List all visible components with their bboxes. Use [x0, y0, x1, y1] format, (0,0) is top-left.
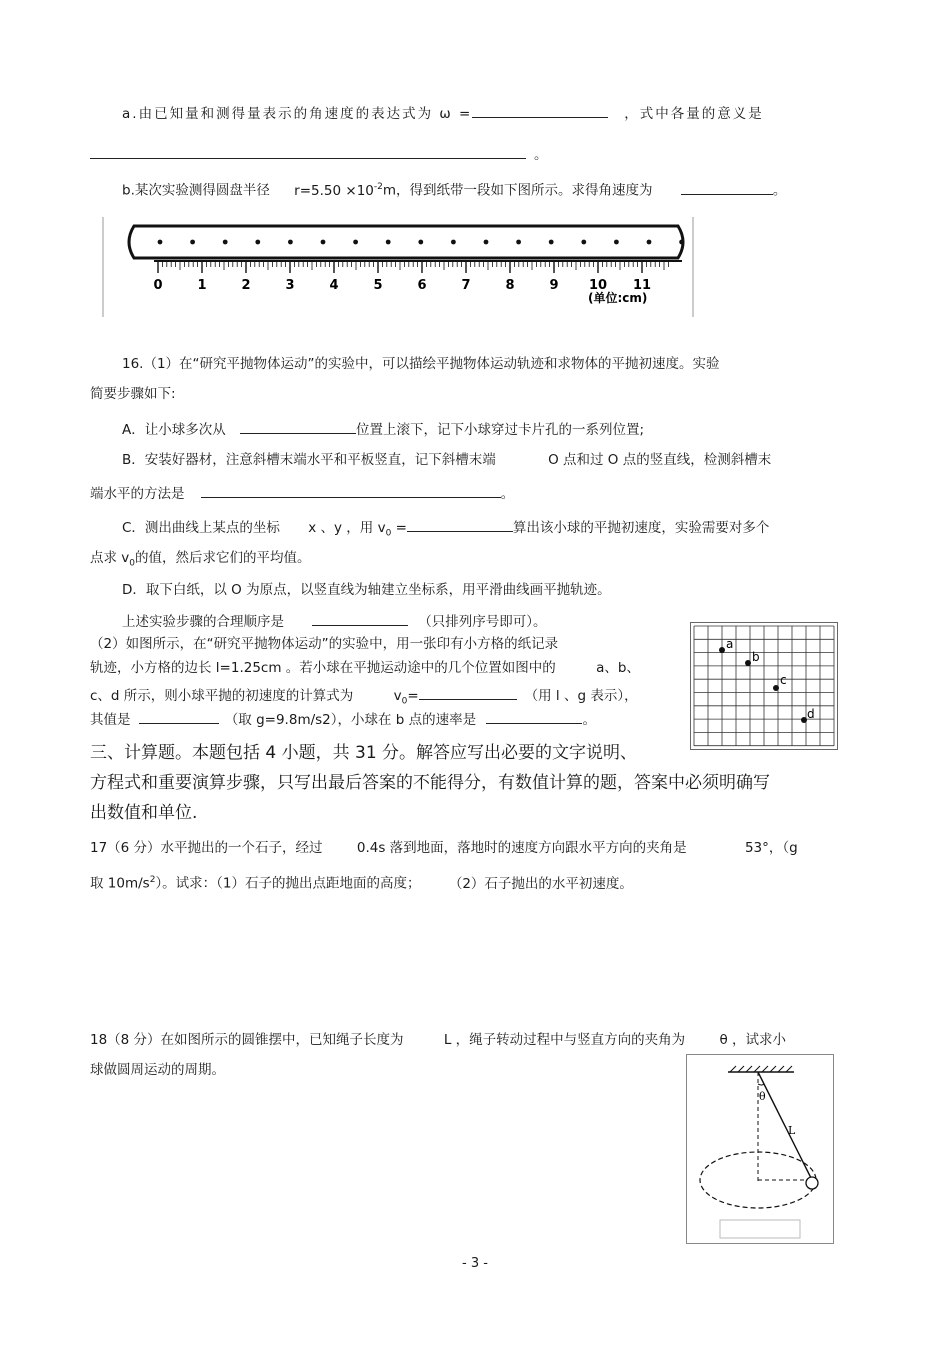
ruler-label: 1	[197, 278, 207, 293]
q15-a-end: 。	[534, 147, 548, 163]
section3-line1: 三、计算题。本题包括 4 小题，共 31 分。解答应写出必要的文字说明、	[90, 743, 638, 763]
section3-line3: 出数值和单位.	[90, 803, 198, 823]
q16-stepC4: 算出该小球的平抛初速度，实验需要对多个	[512, 520, 770, 536]
q18-line1a: 18（8 分）在如图所示的圆锥摆中，已知绳子长度为	[90, 1032, 404, 1048]
q16-intro2: 简要步骤如下:	[90, 386, 176, 402]
label-c: c	[780, 673, 787, 687]
q15-b-end: 。	[772, 182, 787, 199]
page-number: - 3 -	[462, 1256, 488, 1271]
q16-value-blank[interactable]	[139, 708, 219, 724]
paper-tape-figure	[102, 217, 696, 318]
q17-line1b: 0.4s 落到地面，落地时的速度方向跟水平方向的夹角是	[356, 840, 687, 856]
theta-label: θ	[759, 1090, 766, 1103]
q17-line2b: ）。试求：（1）石子的抛出点距地面的高度；	[155, 875, 421, 892]
q16-stepB-cont	[90, 482, 514, 504]
q16-v0-expr-blank[interactable]	[419, 684, 517, 700]
ruler-label: 10	[588, 278, 608, 293]
conical-pendulum-figure	[686, 1054, 834, 1244]
q16-p2-sub: 0	[401, 696, 408, 707]
ruler-label: 6	[417, 278, 427, 293]
q18-line1b: L ，绳子转动过程中与竖直方向的夹角为	[443, 1032, 686, 1048]
tape-dot	[190, 240, 195, 245]
L-label: L	[788, 1124, 796, 1137]
q16-stepB4: 。	[500, 486, 515, 502]
q16-order	[122, 610, 547, 632]
grid-figure	[690, 622, 838, 750]
q16-order2: （只排列序号即可）。	[418, 614, 547, 630]
q16-v0-blank[interactable]	[407, 516, 513, 532]
q18-line2: 球做圆周运动的周期。	[90, 1062, 225, 1078]
q16-method-blank[interactable]	[201, 482, 501, 498]
q16-stepB1: B．安装好器材，注意斜槽末端水平和平板竖直，记下斜槽末端	[122, 452, 496, 468]
q16-p2-3b: v	[393, 688, 402, 704]
q15-a-line	[122, 102, 764, 124]
q16-p2-4c: 。	[582, 712, 596, 728]
q16-stepC	[122, 516, 769, 544]
tape-dot	[581, 240, 586, 245]
q18-line1	[90, 1030, 786, 1050]
tape-dot	[223, 240, 228, 245]
tape-dot	[516, 240, 521, 245]
q16-p2-line1: （2）如图所示，在“研究平抛物体运动”的实验中，用一张印有小方格的纸记录	[90, 636, 559, 652]
q16-stepA2: 位置上滚下，记下小球穿过卡片孔的一系列位置;	[356, 422, 645, 438]
ruler-label: 11	[632, 278, 652, 293]
q17-line1c: 53°，（g	[744, 840, 798, 856]
label-b: b	[752, 650, 760, 664]
ruler-label: 3	[285, 278, 295, 293]
q15-b-text3: m，得到纸带一段如下图所示。求得角速度为	[382, 182, 653, 199]
point-a	[719, 647, 725, 653]
q17-line2exp: 2	[149, 875, 156, 885]
ruler-labels	[153, 278, 651, 293]
q16-p2-4: 其值是	[90, 712, 131, 728]
q16-stepB	[122, 450, 771, 470]
tape-dot	[549, 240, 554, 245]
point-c	[773, 685, 779, 691]
q16-order1: 上述实验步骤的合理顺序是	[122, 614, 284, 630]
q15-a-prefix: a.由已知量和测得量表示的角速度的表达式为 ω =	[122, 106, 473, 122]
q18-line1c: θ ，试求小	[719, 1032, 787, 1048]
ruler-label: 5	[373, 278, 383, 293]
q17-line2c: （2）石子抛出的水平初速度。	[448, 875, 633, 892]
label-d: d	[807, 707, 815, 721]
tape-dot	[614, 240, 619, 245]
q16-stepC-cont	[90, 548, 311, 574]
tape-dot	[158, 240, 163, 245]
label-a: a	[726, 637, 734, 651]
ruler-label: 9	[549, 278, 559, 293]
q16-stepC-sub: 0	[385, 528, 392, 539]
q15-b-text1: b.某次实验测得圆盘半径	[122, 182, 270, 199]
tape-dot	[418, 240, 423, 245]
q16-stepC-sub2: 0	[129, 558, 136, 569]
ruler-label: 8	[505, 278, 515, 293]
q15-a-suffix: ，式中各量的意义是	[624, 106, 764, 122]
q15-b-blank[interactable]	[681, 179, 773, 195]
q16-stepC5: 点求 v	[90, 550, 130, 566]
bob	[806, 1177, 818, 1189]
q15-b-exp: -2	[373, 182, 383, 192]
ruler-label: 7	[461, 278, 471, 293]
tape-dot	[321, 240, 326, 245]
tape-dot	[451, 240, 456, 245]
ruler-label: 4	[329, 278, 339, 293]
pendulum-frame	[687, 1055, 834, 1244]
tape-dot	[386, 240, 391, 245]
ruler-ticks	[158, 261, 668, 273]
tape-dot	[647, 240, 652, 245]
q16-intro1: 16.（1）在“研究平抛物体运动”的实验中，可以描绘平抛物体运动轨迹和求物体的平抛初速度。实验	[122, 356, 720, 372]
q16-p2-2b: a、b、	[596, 660, 640, 676]
tape-dot	[255, 240, 260, 245]
q16-order-blank[interactable]	[312, 610, 408, 626]
q16-stepC6: 的值，然后求它们的平均值。	[135, 550, 311, 566]
section3-line2: 方程式和重要演算步骤，只写出最后答案的不能得分，有数值计算的题，答案中必须明确写	[90, 773, 770, 793]
q16-p2-line4	[90, 708, 596, 730]
tape-dot	[679, 240, 684, 245]
q17-line1	[90, 838, 798, 858]
tape-dot	[353, 240, 358, 245]
q16-stepC2: x 、y ，用 v	[308, 520, 386, 536]
ruler-unit: (单位:cm)	[588, 291, 648, 305]
q16-position-blank[interactable]	[240, 418, 356, 434]
ruler-label: 2	[241, 278, 251, 293]
q16-p2-3c: =	[407, 688, 419, 704]
q15-omega-blank[interactable]	[472, 102, 608, 118]
q16-stepB2: O 点和过 O 点的竖直线，检测斜槽末	[548, 452, 772, 468]
q16-stepA	[122, 418, 644, 440]
q16-p2-4b: （取 g=9.8m/s2），小球在 b 点的速率是	[224, 712, 477, 728]
q16-stepA1: A．让小球多次从	[122, 422, 226, 438]
q15-meaning-line	[90, 143, 548, 165]
tape-dot	[288, 240, 293, 245]
q17-line2a: 取 10m/s	[90, 875, 150, 892]
q16-stepD: D．取下白纸，以 O 为原点，以竖直线为轴建立坐标系，用平滑曲线画平抛轨迹。	[122, 582, 611, 598]
q15-meaning-blank[interactable]	[90, 143, 526, 159]
q17-line2	[90, 870, 633, 894]
q16-speed-blank[interactable]	[486, 708, 582, 724]
q16-stepC3: =	[391, 520, 407, 536]
point-b	[745, 660, 751, 666]
ruler-label: 0	[153, 278, 163, 293]
q16-p2-2: 轨迹，小方格的边长 l=1.25cm 。若小球在平抛运动途中的几个位置如图中的	[90, 660, 556, 676]
q16-stepB3: 端水平的方法是	[90, 486, 185, 502]
tape-dot	[484, 240, 489, 245]
q16-stepC1: C．测出曲线上某点的坐标	[122, 520, 280, 536]
q16-p2-line2	[90, 658, 640, 678]
q15-b-line	[122, 177, 786, 201]
q16-p2-3d: （用 l 、g 表示），	[524, 688, 638, 704]
q15-b-text2: r=5.50 ×10	[294, 182, 374, 199]
q17-line1a: 17（6 分）水平抛出的一个石子，经过	[90, 840, 323, 856]
q16-p2-3: c、d 所示，则小球平抛的初速度的计算式为	[90, 688, 354, 704]
